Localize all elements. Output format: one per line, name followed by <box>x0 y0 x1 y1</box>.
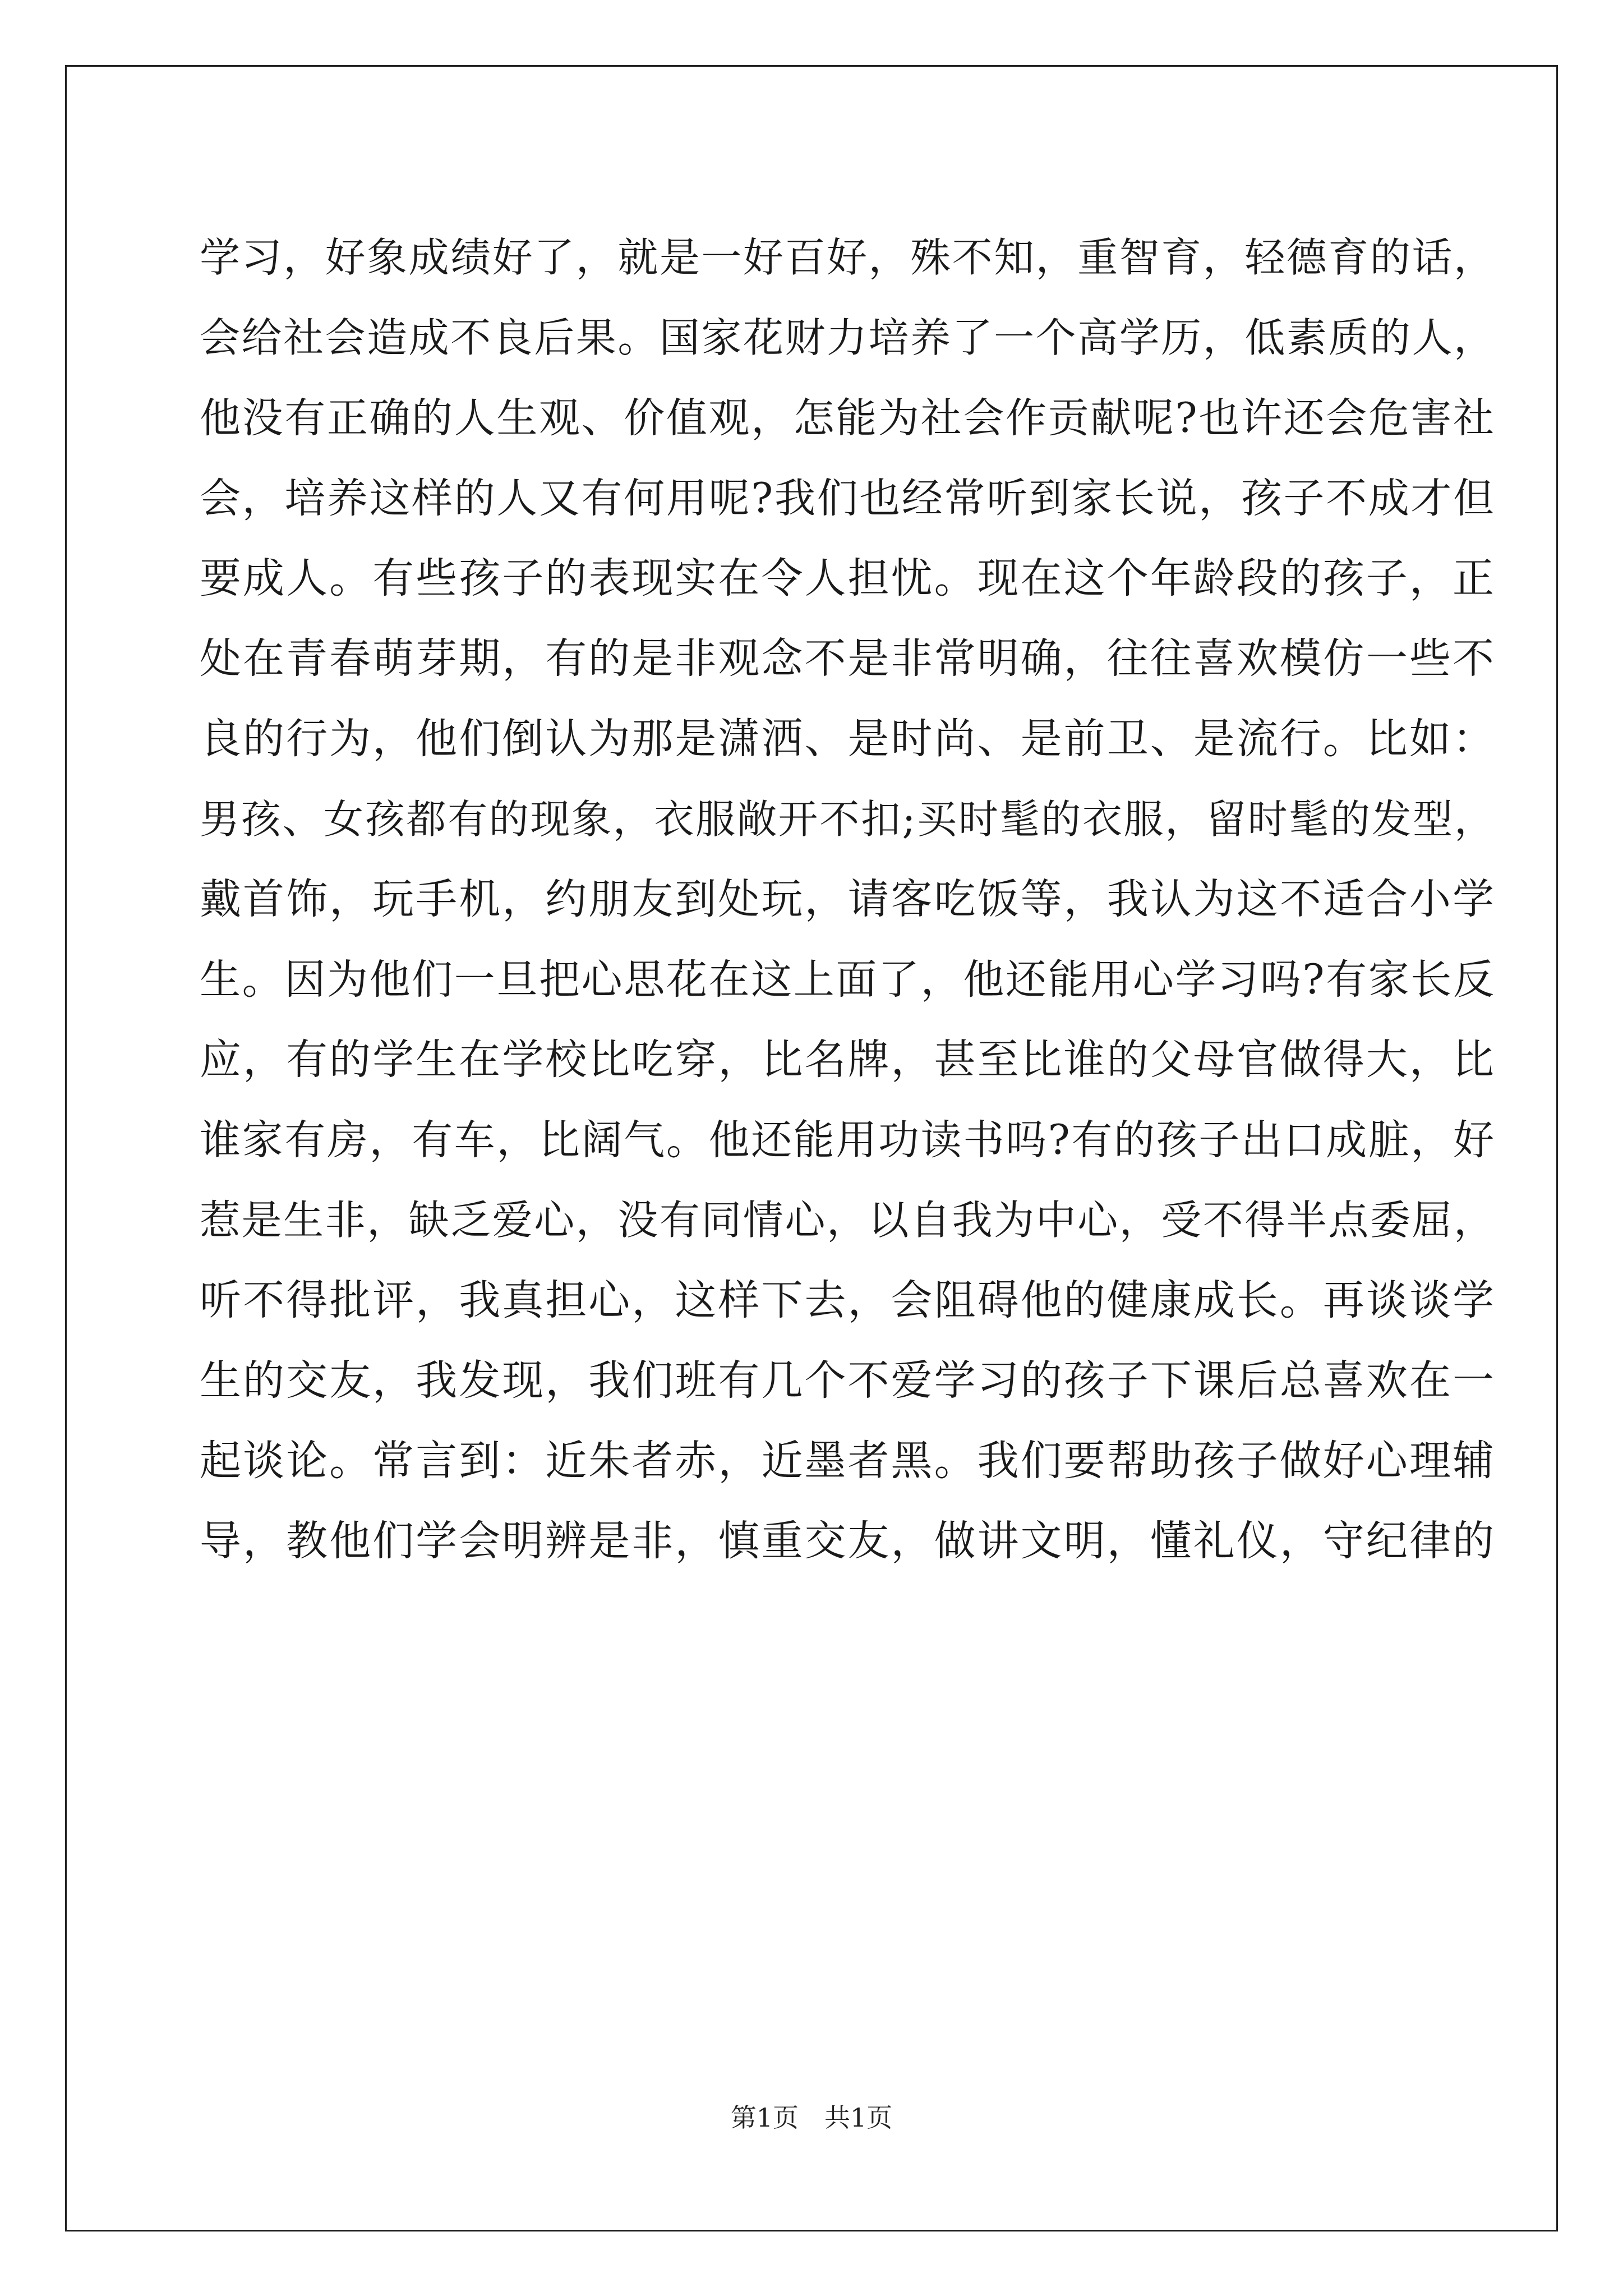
text-line: 起谈论。常言到：近朱者赤，近墨者黑。我们要帮助孩子做好心理辅 <box>200 1437 1495 1485</box>
text-line: 他没有正确的人生观、价值观，怎能为社会作贡献呢?也许还会危害社 <box>200 394 1495 442</box>
text-line: 生的交友，我发现，我们班有几个不爱学习的孩子下课后总喜欢在一 <box>200 1356 1495 1405</box>
text-line: 惹是生非，缺乏爱心，没有同情心，以自我为中心，受不得半点委屈， <box>200 1197 1495 1244</box>
text-line: 导，教他们学会明辨是非，慎重交友，做讲文明，懂礼仪，守纪律的 <box>200 1517 1495 1565</box>
text-line: 生。因为他们一旦把心思花在这上面了，他还能用心学习吗?有家长反 <box>200 956 1495 1004</box>
text-line: 戴首饰，玩手机，约朋友到处玩，请客吃饭等，我认为这不适合小学 <box>200 875 1495 923</box>
text-line: 良的行为，他们倒认为那是潇洒、是时尚、是前卫、是流行。比如： <box>200 715 1495 763</box>
text-line: 男孩、女孩都有的现象，衣服敞开不扣;买时髦的衣服，留时髦的发型， <box>200 796 1495 843</box>
page-number-footer: 第1页 共1页 <box>730 2102 893 2133</box>
text-line: 听不得批评，我真担心，这样下去，会阻碍他的健康成长。再谈谈学 <box>200 1276 1495 1324</box>
text-line: 学习，好象成绩好了，就是一好百好，殊不知，重智育，轻德育的话， <box>200 234 1495 281</box>
text-line: 要成人。有些孩子的表现实在令人担忧。现在这个年龄段的孩子，正 <box>200 554 1495 602</box>
body-text <box>200 218 1495 1581</box>
text-line: 处在青春萌芽期，有的是非观念不是非常明确，往往喜欢模仿一些不 <box>200 634 1495 683</box>
text-line: 会给社会造成不良后果。国家花财力培养了一个高学历，低素质的人， <box>200 314 1495 361</box>
text-line: 应，有的学生在学校比吃穿，比名牌，甚至比谁的父母官做得大，比 <box>200 1036 1495 1084</box>
text-line: 会，培养这样的人又有何用呢?我们也经常听到家长说，孩子不成才但 <box>200 475 1495 522</box>
text-line: 谁家有房，有车，比阔气。他还能用功读书吗?有的孩子出口成脏，好 <box>200 1116 1495 1164</box>
